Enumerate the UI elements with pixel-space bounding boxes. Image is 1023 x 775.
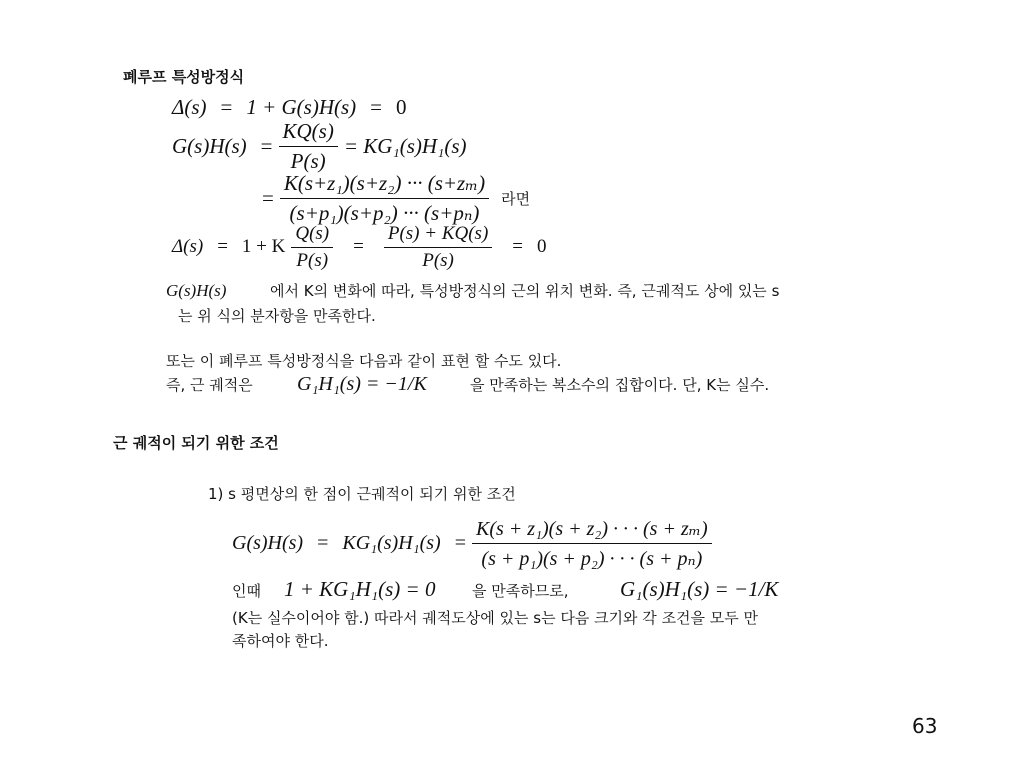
section-title-closed-loop: 폐루프 특성방정식: [123, 68, 245, 86]
gh-symbol-text: G(s)H(s): [166, 281, 227, 300]
eq4-zero: 0: [537, 236, 547, 257]
eq4-equals-2: =: [353, 236, 364, 257]
eq4-equals-3: =: [512, 236, 523, 257]
eq5-mid: KG₁(s)H₁(s): [342, 531, 441, 554]
paragraph-3-line-1: (K는 실수이어야 함.) 따라서 궤적도상에 있는 s는 다음 크기와 각 조건을 모두 만: [232, 609, 759, 627]
eq2-fraction: [279, 119, 338, 174]
eq2-rhs: = KG₁(s)H₁(s): [343, 133, 467, 158]
eq1-lhs: Δ(s): [172, 94, 207, 119]
eq5-lhs: G(s)H(s): [232, 531, 304, 554]
eq5-denominator: (s + p₁)(s + p₂) · · · (s + pₙ): [481, 547, 703, 570]
condition-item-1: 1) s 평면상의 한 점이 근궤적이 되기 위한 조건: [208, 485, 516, 503]
eq3-numerator: K(s+z₁)(s+z₂) ··· (s+zₘ): [280, 171, 489, 199]
eq4-denominator-2: P(s): [422, 249, 454, 271]
eq3-suffix: 라면: [501, 189, 531, 208]
section-title-root-locus-conditions: 근 궤적이 되기 위한 조건: [113, 434, 279, 452]
eq2-equals: =: [260, 133, 273, 158]
eq1-equals: =: [220, 94, 233, 119]
eq5-numerator: K(s + z₁)(s + z₂) · · · (s + zₘ): [472, 516, 712, 544]
condition-line-mid: 을 만족하므로,: [472, 582, 569, 600]
condition-equation-2-text: G₁(s)H₁(s) = −1/K: [620, 576, 779, 601]
eq4-fraction-2: [384, 223, 492, 272]
paragraph-2-line-2-post: 을 만족하는 복소수의 집합이다. 단, K는 실수.: [470, 376, 770, 394]
condition-line-pre: 인때: [232, 582, 261, 600]
eq2-lhs: G(s)H(s): [172, 133, 247, 158]
eq5-equals: =: [317, 531, 329, 554]
paragraph-2-equation: [297, 370, 427, 398]
paragraph-3-line-2: 족하여야 한다.: [232, 632, 329, 650]
equation-factored: [262, 172, 530, 224]
page-number: 63: [912, 714, 938, 738]
equation-open-loop: [172, 120, 467, 172]
eq3-fraction: [280, 171, 489, 226]
paragraph-1-line-1: 에서 K의 변화에 따라, 특성방정식의 근의 위치 변화. 즉, 근궤적도 상에 있는 s: [270, 282, 780, 300]
condition-equation-1: [284, 574, 435, 604]
paragraph-2-equation-text: G₁H₁(s) = −1/K: [297, 372, 427, 395]
eq4-lhs: Δ(s): [172, 236, 204, 257]
eq4-denominator-1: P(s): [296, 249, 329, 271]
eq5-equals-2: =: [454, 531, 466, 554]
equation-root-locus: [232, 514, 718, 572]
eq4-numerator-1: Q(s): [291, 223, 333, 248]
condition-equation-2: [620, 574, 778, 604]
condition-equation-1-text: 1 + KG₁H₁(s) = 0: [284, 576, 436, 601]
gh-symbol: [166, 280, 226, 302]
eq4-fraction-1: [291, 223, 333, 272]
paragraph-2-line-1: 또는 이 폐루프 특성방정식을 다음과 같이 표현 할 수도 있다.: [166, 352, 562, 370]
eq4-one-plus-k: 1 + K: [241, 236, 286, 257]
equation-characteristic: [172, 92, 407, 122]
eq2-denominator: P(s): [290, 148, 326, 173]
eq1-rhs: 1 + G(s)H(s): [246, 94, 357, 119]
eq2-numerator: KQ(s): [279, 119, 338, 147]
eq5-fraction: [472, 516, 712, 571]
eq1-equals-2: =: [370, 94, 382, 119]
equation-delta-expanded: [172, 224, 547, 270]
eq3-denominator: (s+p₁)(s+p₂) ··· (s+pₙ): [289, 200, 480, 225]
eq4-equals: =: [217, 236, 228, 257]
paragraph-2-line-2-pre: 즉, 근 궤적은: [166, 376, 253, 394]
eq1-zero: 0: [396, 94, 407, 119]
paragraph-1-line-2: 는 위 식의 분자항을 만족한다.: [178, 307, 376, 325]
eq4-numerator-2: P(s) + KQ(s): [384, 223, 492, 248]
eq3-equals: =: [262, 185, 274, 210]
